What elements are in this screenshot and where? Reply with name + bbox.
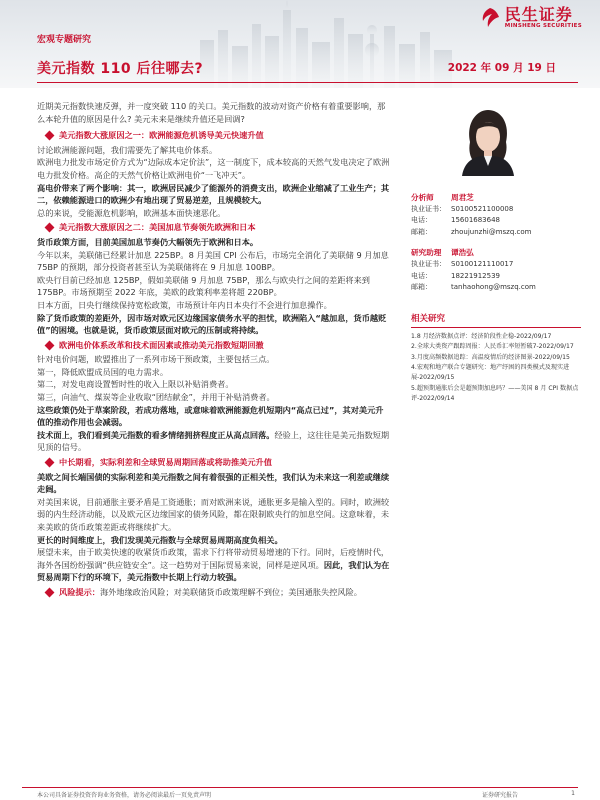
diamond-bullet-icon: [45, 131, 55, 141]
paragraph-bold: 这些政策仍处于草案阶段，若成功落地，或意味着欧洲能源危机短期内“高点已过”，其对美元升值的推动作用也会减弱。: [37, 404, 384, 428]
paragraph: 今年以来，美联储已经累计加息 225BP。8 月美国 CPI 公布后，市场完全消化了美联储 9 月加息 75BP 的预期，部分投资者甚至认为美联储将在 9 月加息 100BP。: [37, 249, 389, 273]
analyst-cert: S0100521100008: [451, 204, 514, 213]
related-research-heading: 相关研究: [411, 312, 581, 328]
intro-paragraph: 近期美元指数快速反弹，并一度突破 110 的关口。美元指数的波动对资产价格有着重要影响，那么本轮升值的原因是什么? 美元未来是继续升值还是回调?: [37, 101, 386, 124]
report-body: [37, 100, 391, 601]
logo-english-name: MINSHENG SECURITIES: [504, 23, 582, 29]
section-heading-3: 欧洲电价体系改革和技术面因素或推动美元指数短期回撤: [37, 339, 391, 352]
minsheng-logo: [479, 6, 582, 30]
diamond-bullet-icon: [45, 340, 55, 350]
assistant-phone: 18221912539: [451, 271, 500, 280]
related-research-list: [411, 332, 581, 405]
analyst-name: 周君芝: [451, 193, 474, 202]
paragraph-bold: 高电价带来了两个影响：其一，欧洲居民减少了能源外的消费支出，欧洲企业缩减了工业生产；其二，依赖能源进口的欧洲少有地出现了贸易逆差，且规模较大。: [37, 182, 390, 206]
footer-disclaimer: 本公司具备证券投资咨询业务资格，请务必阅读最后一页免责声明: [37, 792, 212, 799]
analyst-email[interactable]: zhoujunzhi@mszq.com: [451, 227, 532, 236]
analyst-phone: 15601683648: [451, 216, 500, 225]
related-item[interactable]: 3.月度高频数据追踪：高温疫情后的经济图景-2022/09/15: [411, 353, 570, 361]
assistant-cert: S0100121110017: [451, 259, 514, 268]
logo-chinese-name: 民生证券: [504, 5, 573, 24]
related-item[interactable]: 5.超预期通胀后会是超预期加息吗？——美国 8 月 CPI 数据点评-2022/09/14: [411, 384, 579, 403]
diamond-bullet-icon: [45, 458, 55, 468]
paragraph: 总的来说，受能源危机影响，欧洲基本面快速恶化。: [37, 207, 226, 218]
paragraph: 讨论欧洲能源问题，我们需要先了解其电价体系。: [37, 144, 218, 155]
paragraph-bold: 货币政策方面，目前美国加息节奏仍大幅领先于欧洲和日本。: [37, 236, 259, 247]
report-category: 宏观专题研究: [37, 35, 92, 45]
paragraph: 欧洲电力批发市场定价方式为“边际成本定价法”，这一制度下，成本较高的天然气发电决定了欧洲电力批发价格。高企的天然气价格让欧洲电价“一飞冲天”。: [37, 157, 390, 180]
header-banner: [0, 0, 600, 88]
related-item[interactable]: 2.全球大类资产跟踪周报：人民币汇率短暂破7-2022/09/17: [411, 343, 574, 351]
paragraph: 对美国来说，目前通胀主要矛盾是工资通胀；而对欧洲来说，通胀更多是输入型的。同时，欧洲较弱的内生经济动能，以及欧元区边缘国家的债务风险，都在限制欧央行的加息空间。这意味着，未来美欧的货币政策差距或将继续扩大。: [37, 496, 390, 532]
paragraph-bold: 除了货币政策的差距外，因市场对欧元区边缘国家债务水平的担忧，欧洲陷入“越加息，货币越贬值”的困境。也就是说，货币政策层面对欧元的压制或将持续。: [37, 312, 387, 336]
analyst-role: 分析师: [411, 193, 434, 202]
paragraph: 针对电价问题，欧盟推出了一系列市场干预政策，主要包括三点。: [37, 354, 275, 365]
paragraph-bold: 更长的时间维度上，我们发现美元指数与全球贸易周期高度负相关。: [37, 534, 283, 545]
sidebar: [411, 100, 581, 405]
footer-divider: [22, 787, 578, 788]
section-heading-4: 中长期看，实际利差和全球贸易周期回落或将助推美元升值: [37, 456, 391, 469]
diamond-bullet-icon: [45, 223, 55, 233]
assistant-name: 谭浩弘: [451, 248, 474, 258]
diamond-bullet-icon: [45, 588, 55, 598]
title-divider: [37, 82, 578, 83]
minsheng-logo-mark-icon: [479, 7, 501, 29]
paragraph: 第三，向油气、煤炭等企业收取“团结献金”，并用于补贴消费者。: [37, 392, 275, 403]
page-number: 1: [571, 790, 575, 797]
paragraph: 欧央行目前已经加息 125BP，假如美联储 9 月加息 75BP，那么与欧央行之间的差距将来到 175BP。市场预期至 2022 年底，美欧的政策利率差将超 220BP。: [37, 274, 370, 298]
assistant-email[interactable]: tanhaohong@mszq.com: [451, 283, 536, 292]
related-item[interactable]: 1.8 月经济数据点评：经济阶段性企稳-2022/09/17: [411, 332, 552, 340]
related-item[interactable]: 4.宏观和地产联合专题研究：地产纾困的四类模式及现实进展-2022/09/15: [411, 363, 570, 382]
analyst-photo: [448, 104, 528, 176]
section-heading-2: 美元指数大涨原因之二：美国加息节奏领先欧洲和日本: [37, 221, 391, 234]
paragraph-mixed: 展望未来，由于欧美快速的收紧货币政策，需求下行将带动贸易增速的下行。同时，后疫情时代，海外各国纷纷强调“供应链安全”。这一趋势对于国际贸易来说，同样是逆风项。因此，我们认为在贸易周期下行的环境下，美元指数中长期上行动力较强。: [37, 547, 390, 583]
paragraph-mixed: 技术面上，我们看到美元指数的看多情绪拥挤程度正从高点回落。经验上，这往往是美元指数短期见顶的信号。: [37, 429, 390, 453]
paragraph: 第二，对发电商设置暂时性的收入上限以补贴消费者。: [37, 379, 234, 390]
paragraph: 日本方面，日央行继续保持宽松政策，市场预计年内日本央行不会进行加息操作。: [37, 299, 332, 310]
report-date: 2022 年 09 月 19 日: [447, 62, 556, 74]
paragraph: 第一，降低欧盟成员国的电力需求。: [37, 366, 169, 377]
footer-report-type: 证券研究报告: [481, 792, 518, 799]
paragraph-bold: 美欧之间长端国债的实际利差和美元指数之间有着很强的正相关性，我们认为未来这一利差或继续走阔。: [37, 471, 390, 495]
report-title: 美元指数 110 后往哪去?: [37, 61, 204, 77]
section-heading-1: 美元指数大涨原因之一：欧洲能源危机诱导美元快速升值: [37, 129, 391, 142]
analyst-block: 分析师 周君芝 执业证书： S0100521100008 电话： 15601683648 邮箱： zhoujunzhi@mszq.com 研究助理 谭浩弘 执业证书： S0100121110017 电话： 18221912539 邮箱： tanhaohong@mszq.com: [411, 192, 581, 294]
assistant-role: 研究助理: [411, 248, 442, 258]
risk-warning: 风险提示：海外地缘政治风险；对美联储货币政策理解不到位；美国通胀失控风险。: [37, 586, 391, 599]
